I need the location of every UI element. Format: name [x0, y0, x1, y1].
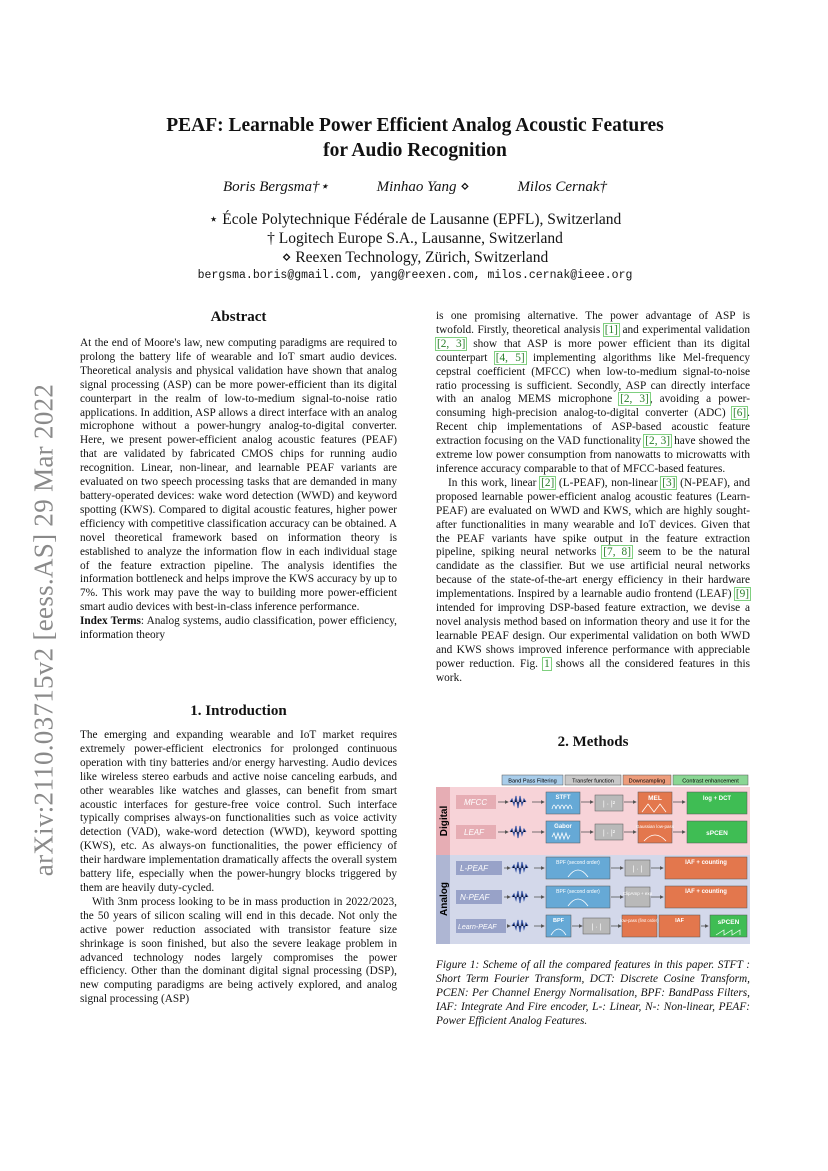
mfcc-pipeline [546, 792, 747, 814]
svg-text:sPCEN: sPCEN [706, 830, 728, 837]
svg-text:IAF: IAF [675, 918, 684, 924]
index-terms: Index Terms: Analog systems, audio classification, power efficiency, information theory [80, 615, 397, 642]
citation-link[interactable]: [2, 3] [645, 435, 671, 448]
row-label-npeaf: N-PEAF [460, 893, 490, 902]
figure-legend [502, 775, 748, 785]
svg-text:IAF + counting: IAF + counting [685, 860, 727, 866]
legend-label-down: Downsampling [628, 778, 666, 785]
svg-text:low-pass (first order): low-pass (first order) [620, 918, 659, 923]
npeaf-pipeline [546, 886, 747, 908]
svg-text:| · |²: | · |² [602, 801, 616, 808]
citation-link[interactable]: [3] [662, 476, 676, 489]
legend-label-bpf: Band Pass Filtering [508, 778, 557, 785]
svg-text:ClipAmp + exp: ClipAmp + exp [622, 891, 653, 896]
legend-label-contrast: Contrast enhancement [682, 778, 739, 785]
citation-link[interactable]: [2, 3] [437, 337, 466, 350]
citation-link[interactable]: [2] [541, 476, 555, 489]
svg-text:sPCEN: sPCEN [717, 919, 740, 926]
affiliation-1: ⋆ École Polytechnique Fédérale de Lausanne (EPFL), Switzerland [208, 211, 622, 228]
citation-link[interactable]: [6] [732, 407, 747, 420]
affiliations [100, 210, 730, 267]
analog-label: Analog [439, 882, 450, 916]
author-list [100, 177, 730, 196]
author-emails: bergsma.boris@gmail.com, yang@reexen.com, milos.cernak@ieee.org [197, 269, 633, 282]
intro-paragraph-1: The emerging and expanding wearable and IoT market requires extremely power-efficient electronics for prolonged continuous operation with tiny batteries and/or energy harvesting. Audio devices like wireless stereo earbuds and active noise canceling earbuds, and other wearables like watches and glasses, can benefit from smart acoustic interfaces for gesture-free voice control. Such interface typically comprises always-on functionalities such as voice activity detection (VAD), wake-word detection (WWD), keyword spotting (KWS), etc. As always-on functionalities, the power efficiency of their hardware implementation dramatically affects the overall system battery life, especially when the power-hungry blocks triggered by them are heavily duty-cycled. [80, 729, 397, 894]
svg-text:| · |: | · | [591, 924, 602, 931]
author-2: Minhao Yang ⋄ [376, 179, 470, 195]
svg-text:Gaussian low-pass: Gaussian low-pass [635, 824, 675, 829]
right-paragraph-1: is one promising alternative. The power advantage of ASP is twofold. Firstly, theoretical analysis [1] and experimental validation [2, 3] show that ASP is more power efficient than its digital counterpart [4, 5] implementing algorithms like Mel-frequency cepstral coefficient (MFCC) when low-to-medium signal-to-noise ratio processing is sufficient. Secondly, ASP can directly interface with an analog MEMS microphone [2, 3], avoiding a power-consuming high-precision analog-to-digital converter (ADC) [6]. Recent chip implementations of ASP-based acoustic feature extraction focusing on the VAD functionality [2, 3] have showed the extreme low power consumption from nanowatts to microwatts with inference accuracy comparable to that of MFCC-based features. [436, 310, 750, 475]
introduction-heading: 1. Introduction [190, 703, 287, 719]
legend-label-transfer: Transfer function [572, 778, 614, 785]
svg-text:| · |²: | · |² [602, 830, 616, 837]
citation-link[interactable]: [9] [735, 588, 749, 601]
methods-heading: 2. Methods [557, 734, 629, 750]
leaf-pipeline [546, 821, 747, 843]
svg-text:| · |: | · | [632, 866, 643, 873]
citation-link[interactable]: [2, 3] [620, 393, 649, 406]
abstract-body [80, 337, 397, 643]
introduction-body [80, 729, 397, 1007]
author-1: Boris Bergsma†⋆ [222, 179, 329, 195]
affiliation-3: ⋄ Reexen Technology, Zürich, Switzerland [281, 249, 549, 266]
figure-1-caption: Figure 1: Scheme of all the compared features in this paper. STFT : Short Term Fourier Transform, DCT: Discrete Cosine Transform, PCEN: Per Channel Energy Normalisation, BPF: BandPass Filters, IAF: Integrate And Fire encoder, L-: Linear, N-: Non-linear, PEAF: Power Efficient Analog Features. [436, 959, 750, 1027]
svg-text:BPF (second order): BPF (second order) [556, 889, 600, 895]
svg-text:Gabor: Gabor [554, 824, 572, 830]
row-label-mfcc: MFCC [464, 798, 488, 807]
svg-text:BPF (second order): BPF (second order) [556, 860, 600, 866]
lpeaf-pipeline [546, 857, 747, 879]
digital-label: Digital [439, 805, 450, 837]
row-label-leaf: LEAF [464, 828, 485, 837]
citation-link[interactable]: [7, 8] [603, 546, 631, 559]
row-label-learnpeaf: Learn-PEAF [458, 924, 497, 931]
svg-text:BPF: BPF [553, 918, 564, 924]
figure-1-diagram [436, 773, 750, 944]
abstract-text: At the end of Moore's law, new computing paradigms are required to prolong the battery life of wearable and IoT smart audio devices. Theoretical analysis and physical validation have shown that analog signal processing (ASP) can be more power-efficient than its digital counterpart in the realm of low-to-medium signal-to-noise ratio applications. In addition, ASP allows a direct interface with an analog microphone without a power-hungry analog-to-digital converter. Here, we present power-efficient analog acoustic features (PEAF) that are validated by fabricated CMOS chips for running audio recognition. Linear, non-linear, and learnable PEAF variants are evaluated on two speech processing tasks that are demanded in many battery-operated devices: wake word detection (WWD) and keyword spotting (KWS). Compared to digital acoustic features, higher power efficiency with competitive classification accuracy can be obtained. A novel theoretical framework based on information theory is established to analyze the information flow in each individual stage of the feature extraction pipeline. The analysis identifies the information bottleneck and helps improve the KWS accuracy by up to 7%. This work may pave the way to building more power-efficient smart audio devices with best-in-class inference performance. [80, 337, 397, 614]
svg-text:log + DCT: log + DCT [702, 796, 732, 802]
svg-text:STFT: STFT [555, 795, 571, 801]
right-paragraph-2: In this work, linear [2] (L-PEAF), non-linear [3] (N-PEAF), and proposed learnable power-efficient analog acoustic features (Learn-PEAF) are evaluated on WWD and KWS, which are highly sought-after functionalities in many wearable and IoT devices. Given that the PEAF variants have spike output in the feature extraction pipeline, spiking neural networks [7, 8] seem to be the natural candidate as the classifier. But we use artificial neural networks because of the state-of-the-art energy efficiency in their hardware implementations. Inspired by a learnable audio frontend (LEAF) [9] intended for improving DSP-based feature extraction, we devise a novel analysis method based on information theory and use it for the learnable PEAF design. Our experimental validation on both WWD and KWS shows improved inference performance with appreciable power reduction. Fig. 1 shows all the considered features in this work. [436, 476, 750, 684]
row-label-lpeaf: L-PEAF [460, 864, 489, 873]
author-3: Milos Cernak† [517, 179, 608, 195]
arxiv-watermark: arXiv:2110.03715v2 [eess.AS] 29 Mar 2022 [28, 383, 59, 877]
svg-text:IAF + counting: IAF + counting [685, 889, 727, 895]
intro-continued [436, 310, 750, 685]
citation-link[interactable]: [4, 5] [495, 351, 525, 364]
intro-paragraph-2: With 3nm process looking to be in mass production in 2022/2023, the 50 years of silicon scaling will end in this decade. Not only the active power reduction associated with transistor feature size shrinkage is soon finished, but also the severe leakage problem in advanced technology nodes largely compromises the power efficiency. Other than the dominant digital signal processing (DSP), new computing paradigms are being actively explored, and analog signal processing (ASP) [80, 895, 397, 1006]
citation-link[interactable]: [1] [604, 323, 618, 336]
paper-title: PEAF: Learnable Power Efficient Analog Acoustic Features for Audio Recognition [166, 115, 664, 161]
figure-link[interactable]: 1 [544, 657, 550, 670]
affiliation-2: † Logitech Europe S.A., Lausanne, Switzerland [267, 230, 563, 247]
abstract-heading: Abstract [210, 309, 267, 325]
svg-text:MEL: MEL [648, 795, 662, 802]
